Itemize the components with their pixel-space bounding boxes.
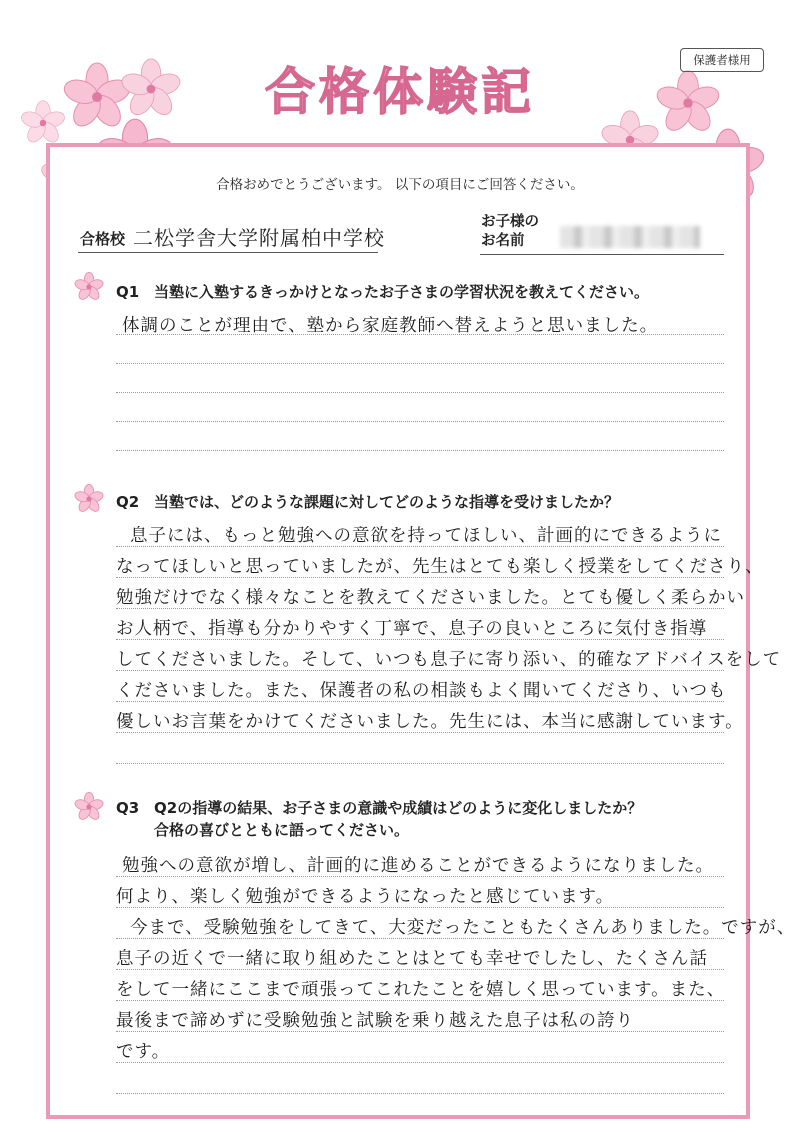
answer-line <box>116 701 724 702</box>
q3-question-text: Q2の指導の結果、お子さまの意識や成績はどのように変化しましたか？ <box>154 799 643 817</box>
q2-question-text: 当塾では、どのような課題に対してどのような指導を受けましたか？ <box>154 493 620 511</box>
answer-line <box>116 392 724 393</box>
school-label: 合格校 <box>80 230 126 248</box>
q1-question-text: 当塾に入塾するきっかけとなったお子さまの学習状況を教えてください。 <box>154 283 650 301</box>
child-name-label-line-2: お名前 <box>481 233 525 249</box>
q2-answer-line-6: くださいました。また、保護者の私の相談もよく聞いてくださり、いつも <box>116 681 727 701</box>
answer-line <box>116 639 724 640</box>
q2-question <box>116 491 620 513</box>
school-value: 二松学舎大学附属柏中学校 <box>133 226 385 250</box>
sakura-flower-icon <box>74 484 104 514</box>
intro-text: 合格おめでとうございます。 以下の項目にご回答ください。 <box>216 177 584 193</box>
q1-number: Q1 <box>116 283 140 301</box>
answer-line <box>116 969 724 970</box>
guardian-badge: 保護者様用 <box>680 48 764 72</box>
child-name-underline <box>480 254 724 255</box>
answer-line <box>116 670 724 671</box>
q2-number: Q2 <box>116 493 140 511</box>
answer-line <box>116 421 724 422</box>
answer-line <box>116 876 724 877</box>
answer-line <box>116 938 724 939</box>
answer-line <box>116 1031 724 1032</box>
answer-line <box>116 1000 724 1001</box>
q3-question-text-2: 合格の喜びとともに語ってください。 <box>154 821 410 839</box>
answer-line <box>116 608 724 609</box>
sakura-flower-icon <box>74 792 104 822</box>
q1-question <box>116 281 650 303</box>
answer-line <box>116 1062 724 1063</box>
q2-answer-line-4: お人柄で、指導も分かりやすく丁寧で、息子の良いところに気付き指導 <box>116 619 708 639</box>
sakura-flower-icon <box>74 272 104 302</box>
answer-line <box>116 546 724 547</box>
answer-line <box>116 450 724 451</box>
q1-answer-line-1: 体調のことが理由で、塾から家庭教師へ替えようと思いました。 <box>122 316 659 336</box>
q3-answer-line-6: 最後まで諦めずに受験勉強と試験を乗り越えた息子は私の誇り <box>116 1011 634 1031</box>
q2-answer-line-3: 勉強だけでなく様々なことを教えてくださいました。とても優しく柔らかい <box>116 588 745 608</box>
child-name-redacted <box>560 226 700 248</box>
answer-line <box>116 1093 724 1094</box>
q2-answer-line-2: なってほしいと思っていましたが、先生はとても楽しく授業をしてくださり、 <box>116 557 764 577</box>
q3-question <box>116 797 643 839</box>
q2-answer-line-5: してくださいました。そして、いつも息子に寄り添い、的確なアドバイスをして <box>116 650 782 670</box>
child-name-label-line-1: お子様の <box>481 214 539 230</box>
q3-answer-line-2: 何より、楽しく勉強ができるようになったと感じています。 <box>116 887 615 907</box>
page-title: 合格体験記 <box>265 63 535 121</box>
answer-line <box>116 577 724 578</box>
answer-line <box>116 763 724 764</box>
q2-answer-line-1: 息子には、もっと勉強への意欲を持ってほしい、計画的にできるように <box>130 526 722 546</box>
q3-answer-line-5: をして一緒にここまで頑張ってこれたことを嬉しく思っています。また、 <box>116 980 726 1000</box>
q3-answer-line-7: です。 <box>116 1042 171 1062</box>
q3-answer-line-4: 息子の近くで一緒に取り組めたことはとても幸せでしたし、たくさん話 <box>116 949 708 969</box>
school-underline <box>78 252 378 253</box>
q3-number: Q3 <box>116 799 140 817</box>
answer-line <box>116 907 724 908</box>
q3-answer-line-1: 勉強への意欲が増し、計画的に進めることができるようになりました。 <box>122 856 714 876</box>
child-name-label <box>481 213 539 251</box>
q2-answer-line-7: 優しいお言葉をかけてくださいました。先生には、本当に感謝しています。 <box>116 712 744 732</box>
answer-line <box>116 363 724 364</box>
answer-line <box>116 732 724 733</box>
q3-answer-line-3: 今まで、受験勉強をしてきて、大変だったこともたくさんありました。ですが、 <box>130 918 796 938</box>
